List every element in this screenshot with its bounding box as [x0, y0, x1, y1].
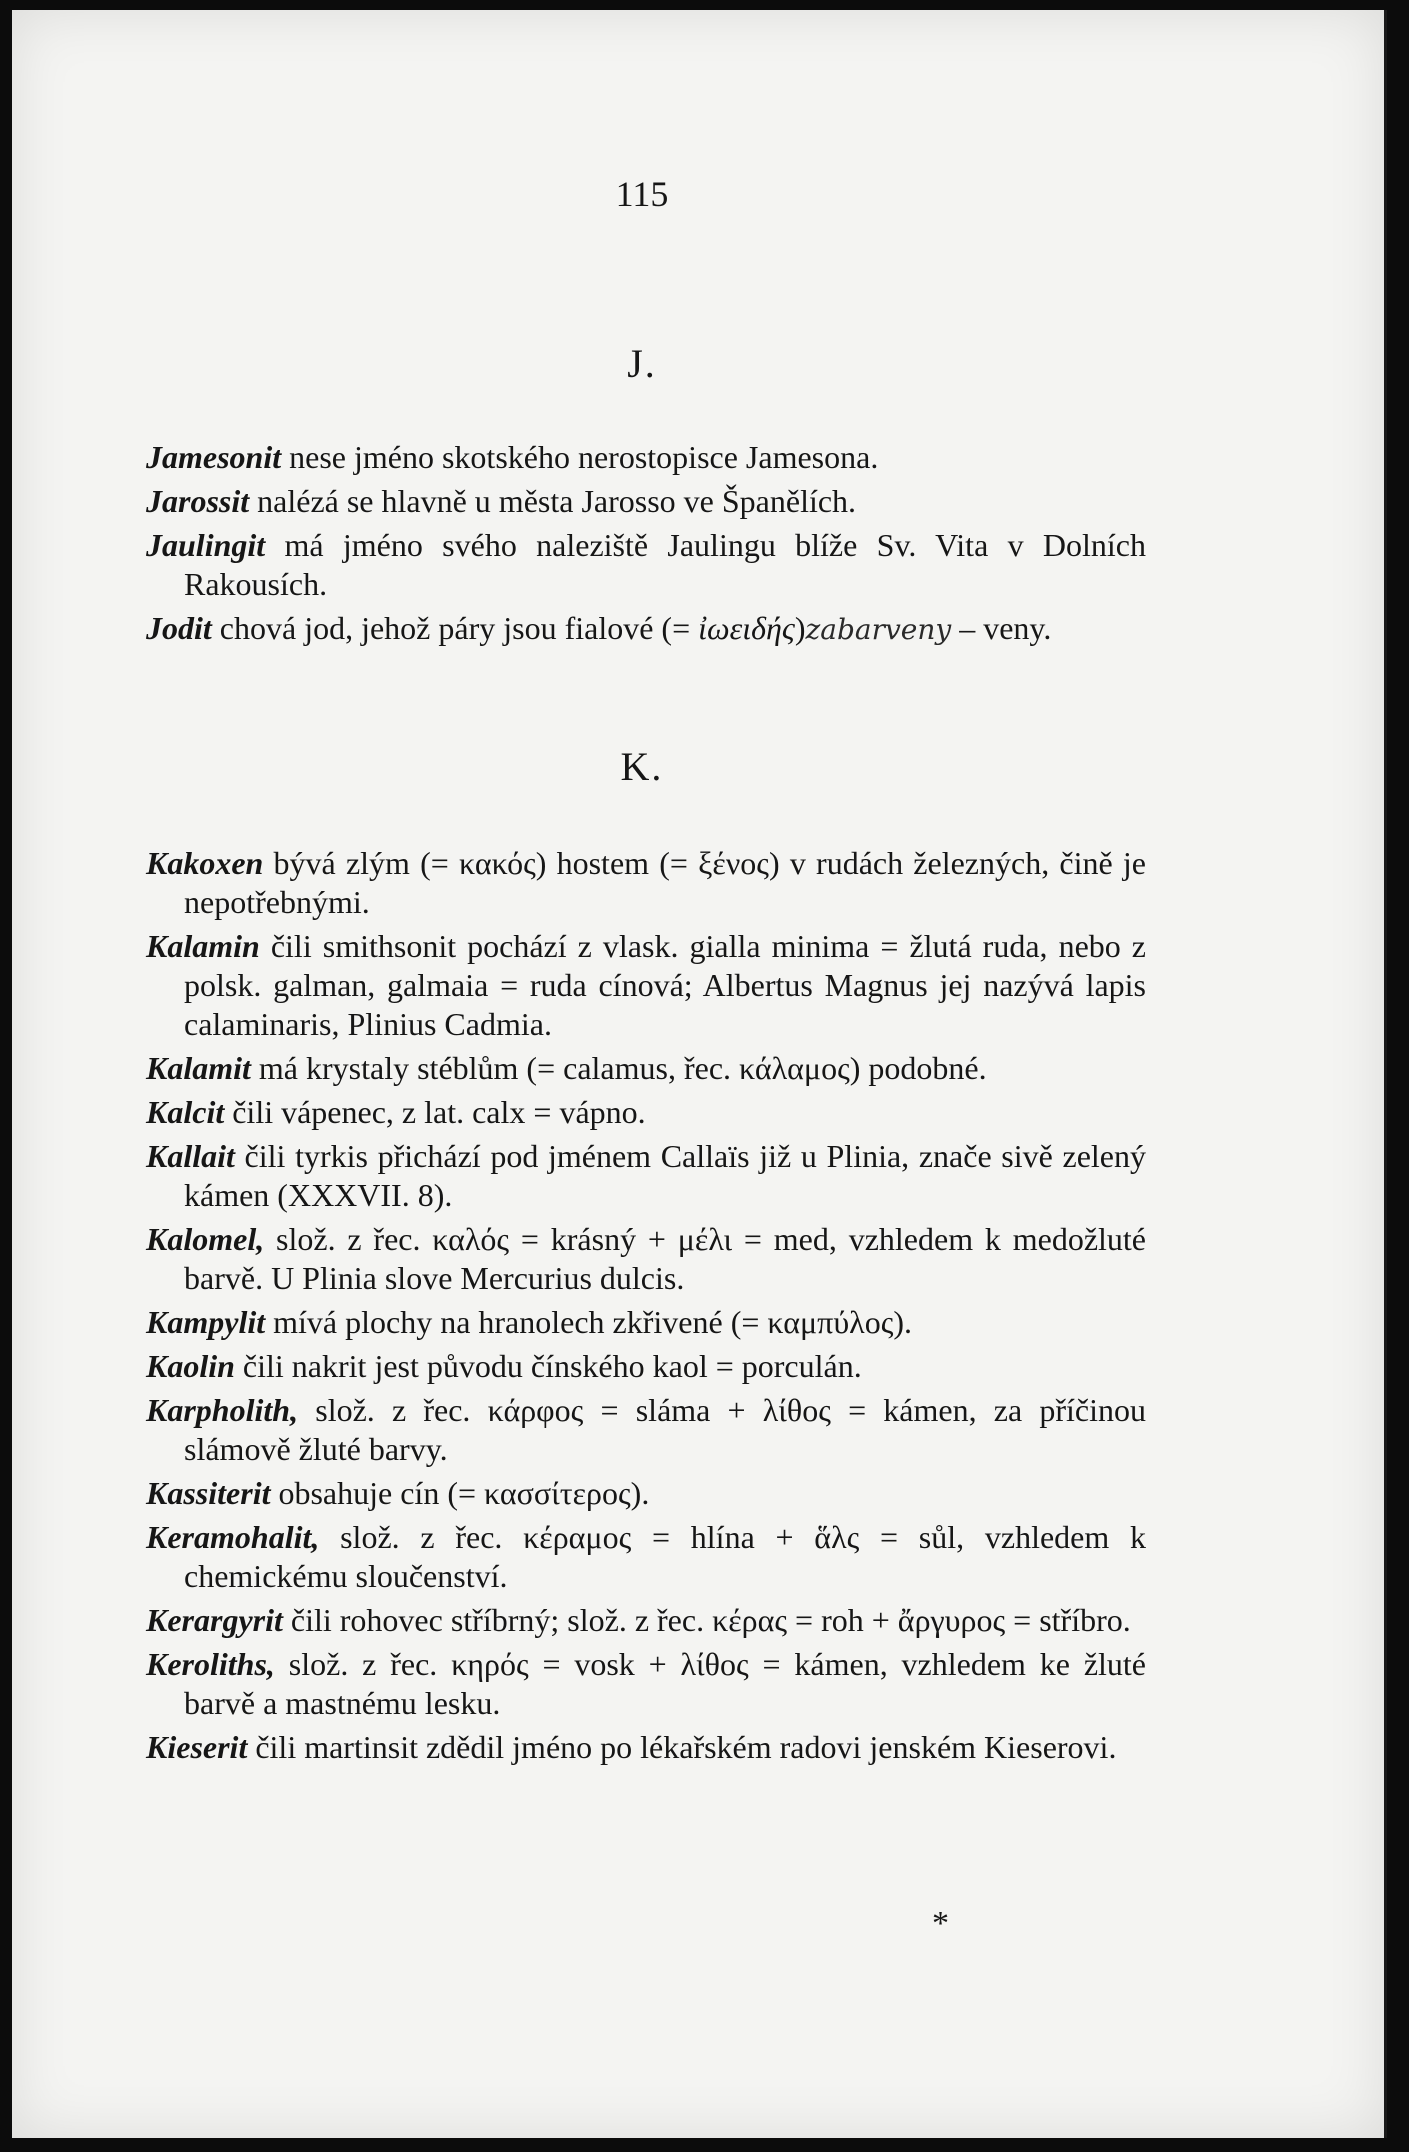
entry-jarossit	[146, 482, 1146, 521]
entry-text: čili nakrit jest původu čínského kaol = porculán.	[234, 1348, 862, 1384]
entry-kieserit	[146, 1728, 1146, 1767]
entry-term: Kampylit	[146, 1304, 266, 1340]
entry-text: čili martinsit zdědil jméno po lékařském radovi jenském Kieserovi.	[247, 1729, 1117, 1765]
entry-term: Jaulingit	[146, 527, 266, 563]
entry-text: mívá plochy na hranolech zkřivené (= καμπύλος).	[265, 1304, 913, 1340]
entry-term: Kalamit	[146, 1050, 251, 1086]
entry-text: nese jméno skotského nerostopisce Jamesona.	[281, 439, 879, 475]
section-heading-j: J.	[627, 341, 657, 386]
entry-text: slož. z řec. κάρφος = sláma + λίθος = kámen, za příčinou slámově žluté barvy.	[184, 1392, 1146, 1467]
entry-kalamit	[146, 1049, 1146, 1088]
entry-text: chová jod, jehož páry jsou fialové (=	[211, 610, 699, 646]
entry-kerargyrit	[146, 1601, 1146, 1640]
entry-kalamin	[146, 927, 1146, 1044]
entry-text: obsahuje cín (= κασσίτερος).	[270, 1475, 650, 1511]
entry-term: Kalamin	[146, 928, 260, 964]
entry-text: má krystaly stéblům (= calamus, řec. κάλαμος) podobné.	[250, 1050, 987, 1086]
entry-kalcit	[146, 1093, 1146, 1132]
entry-text: čili smithsonit pochází z vlask. gialla minima = žlutá ruda, nebo z polsk. galman, galmaia = ruda cínová; Albertus Magnus jej nazývá lapis calaminaris, Plinius Cadmia.	[184, 928, 1146, 1042]
entry-term: Jamesonit	[146, 439, 282, 475]
entry-text: má jméno svého naleziště Jaulingu blíže Sv. Vita v Dolních Rakousích.	[184, 527, 1146, 602]
entry-text: slož. z řec. κηρός = vosk + λίθος = kámen, vzhledem ke žluté barvě a mastnému lesku.	[184, 1646, 1146, 1721]
entry-term: Kallait	[146, 1138, 235, 1174]
entry-text: bývá zlým (= κακός) hostem (= ξένος) v rudách železných, čině je nepotřebnými.	[184, 845, 1146, 920]
entry-kassiterit	[146, 1474, 1146, 1513]
entry-text: – veny.	[951, 610, 1052, 646]
entry-text: nalézá se hlavně u města Jarosso ve Španělích.	[249, 483, 857, 519]
book-page	[12, 10, 1387, 2138]
entry-text: )	[794, 610, 806, 646]
page-number: 115	[615, 174, 669, 214]
entry-kaolin	[146, 1347, 1146, 1386]
entry-keramohalit	[146, 1518, 1146, 1596]
entry-text: čili rohovec stříbrný; slož. z řec. κέρας = roh + ἄργυρος = stříbro.	[282, 1602, 1131, 1638]
entry-karpholith	[146, 1391, 1146, 1469]
entry-jamesonit	[146, 438, 1146, 477]
footer-mark: *	[932, 1905, 949, 1942]
entry-term: Keramohalit,	[146, 1519, 320, 1555]
entry-term: Kaolin	[146, 1348, 235, 1384]
entry-jodit	[146, 609, 1146, 649]
section-k-entries	[146, 844, 1146, 1772]
entry-jaulingit	[146, 526, 1146, 604]
entry-kakoxen	[146, 844, 1146, 922]
section-j-entries	[146, 438, 1146, 654]
entry-term: Keroliths,	[146, 1646, 275, 1682]
entry-term: Kakoxen	[146, 845, 264, 881]
entry-term: Jarossit	[146, 483, 250, 519]
entry-kerolith	[146, 1645, 1146, 1723]
entry-term: Jodit	[146, 610, 212, 646]
entry-term: Kalomel,	[146, 1221, 265, 1257]
entry-kalomel	[146, 1220, 1146, 1298]
entry-text: slož. z řec. κέραμος = hlína + ἅλς = sůl, vzhledem k chemickému sloučenství.	[184, 1519, 1146, 1594]
entry-kallait	[146, 1137, 1146, 1215]
entry-term: Kalcit	[146, 1094, 225, 1130]
entry-term: Kieserit	[146, 1729, 248, 1765]
handwritten-annotation: zabarveny	[805, 613, 952, 646]
entry-term: Karpholith,	[146, 1392, 299, 1428]
entry-kampylit	[146, 1303, 1146, 1342]
entry-term: Kerargyrit	[146, 1602, 283, 1638]
entry-text: čili vápenec, z lat. calx = vápno.	[224, 1094, 646, 1130]
section-heading-k: K.	[620, 744, 664, 789]
entry-term: Kassiterit	[146, 1475, 271, 1511]
entry-text: čili tyrkis přichází pod jménem Callaïs již u Plinia, znače sivě zelený kámen (XXXVII. 8).	[184, 1138, 1146, 1213]
greek-word: ἰωειδής	[698, 610, 795, 646]
entry-text: slož. z řec. καλός = krásný + μέλι = med, vzhledem k medožluté barvě. U Plinia slove Mercurius dulcis.	[184, 1221, 1146, 1296]
